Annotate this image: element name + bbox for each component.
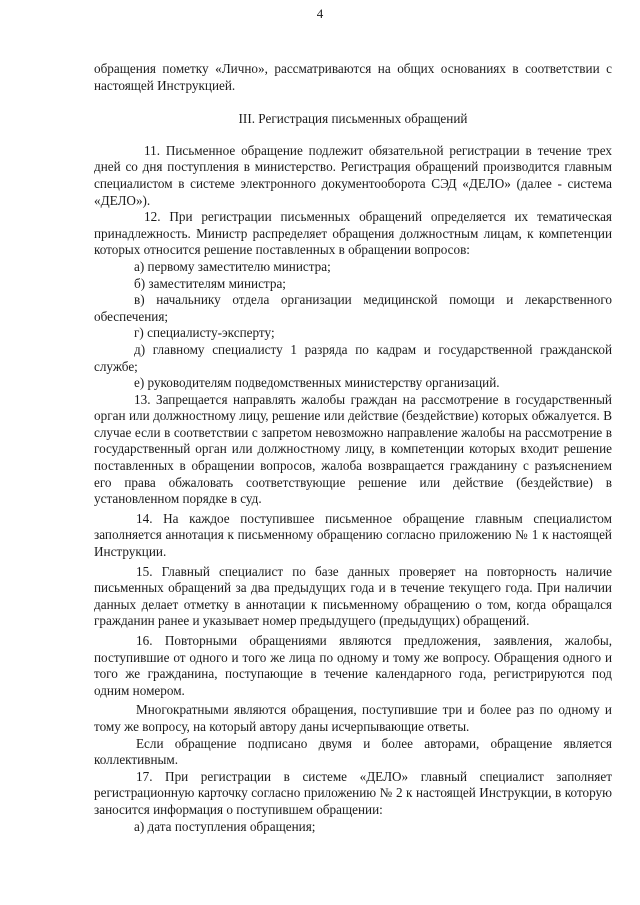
- paragraph-15: 15. Главный специалист по базе данных проверяет на повторность наличие письменных обращений за два предыдущих года и в течение текущего года. При наличии данных делает отметку в аннотации к письменному обращению о том, когда обращался гражданин ранее и указывает номер предыдущего (предыдущих) обращений.: [94, 563, 612, 629]
- list-item-g: г) специалисту-эксперту;: [134, 325, 275, 341]
- list-item-17a: а) дата поступления обращения;: [134, 818, 316, 834]
- section-heading: III. Регистрация письменных обращений: [238, 111, 468, 127]
- list-item-a: а) первому заместителю министра;: [134, 258, 331, 274]
- paragraph-multiple: Многократными являются обращения, поступившие три и более раз по одному и тому же вопросу, на который автору даны исчерпывающие ответы.: [94, 702, 612, 734]
- paragraph-17: 17. При регистрации в системе «ДЕЛО» главный специалист заполняет регистрационную карточку согласно приложению № 2 к настоящей Инструкции, в которую заносится информация о поступившем обращении:: [94, 768, 612, 817]
- paragraph-12: 12. При регистрации письменных обращений определяется их тематическая принадлежность. Министр распределяет обращения должностным лицам, к компетенции которых относится решение поставленных в обращении вопросов:: [94, 209, 612, 258]
- document-body: [94, 61, 612, 835]
- paragraph-13: 13. Запрещается направлять жалобы граждан на рассмотрение в государственный орган или должностному лицу, решение или действие (бездействие) которых обжалуется. В случае если в соответствии с запретом невозможно направление жалобы на рассмотрение в государственный орган или должностному лицу, в компетенции которых входит решение поставленных в обращении вопросов, жалоба возвращается гражданину с разъяснением его права обжаловать соответствующие решение или действие (бездействие) в установленном порядке в суд.: [94, 391, 612, 507]
- paragraph-11: 11. Письменное обращение подлежит обязательной регистрации в течение трех дней со дня поступления в министерство. Регистрация обращений производится главным специалистом в системе электронного документооборота СЭД «ДЕЛО» (далее - система «ДЕЛО»).: [94, 142, 612, 208]
- page-number: 4: [316, 6, 324, 21]
- paragraph-continuation: обращения пометку «Лично», рассматриваются на общих основаниях в соответствии с настоящей Инструкцией.: [94, 61, 612, 93]
- list-item-v: в) начальнику отдела организации медицинской помощи и лекарственного обеспечения;: [94, 292, 612, 324]
- paragraph-collective: Если обращение подписано двумя и более авторами, обращение является коллективным.: [94, 735, 612, 768]
- paragraph-14: 14. На каждое поступившее письменное обращение главным специалистом заполняется аннотация к письменному обращению согласно приложению № 1 к настоящей Инструкции.: [94, 510, 612, 560]
- list-item-b: б) заместителям министра;: [134, 275, 286, 291]
- list-item-e: е) руководителям подведомственных министерству организаций.: [134, 375, 500, 391]
- list-item-d: д) главному специалисту 1 разряда по кадрам и государственной гражданской службе;: [94, 341, 612, 374]
- paragraph-16: 16. Повторными обращениями являются предложения, заявления, жалобы, поступившие от одного и того же лица по одному и тому же вопросу. Обращения одного и того же гражданина, поступающие в течение календарного года, регистрируются под одним номером.: [94, 633, 612, 698]
